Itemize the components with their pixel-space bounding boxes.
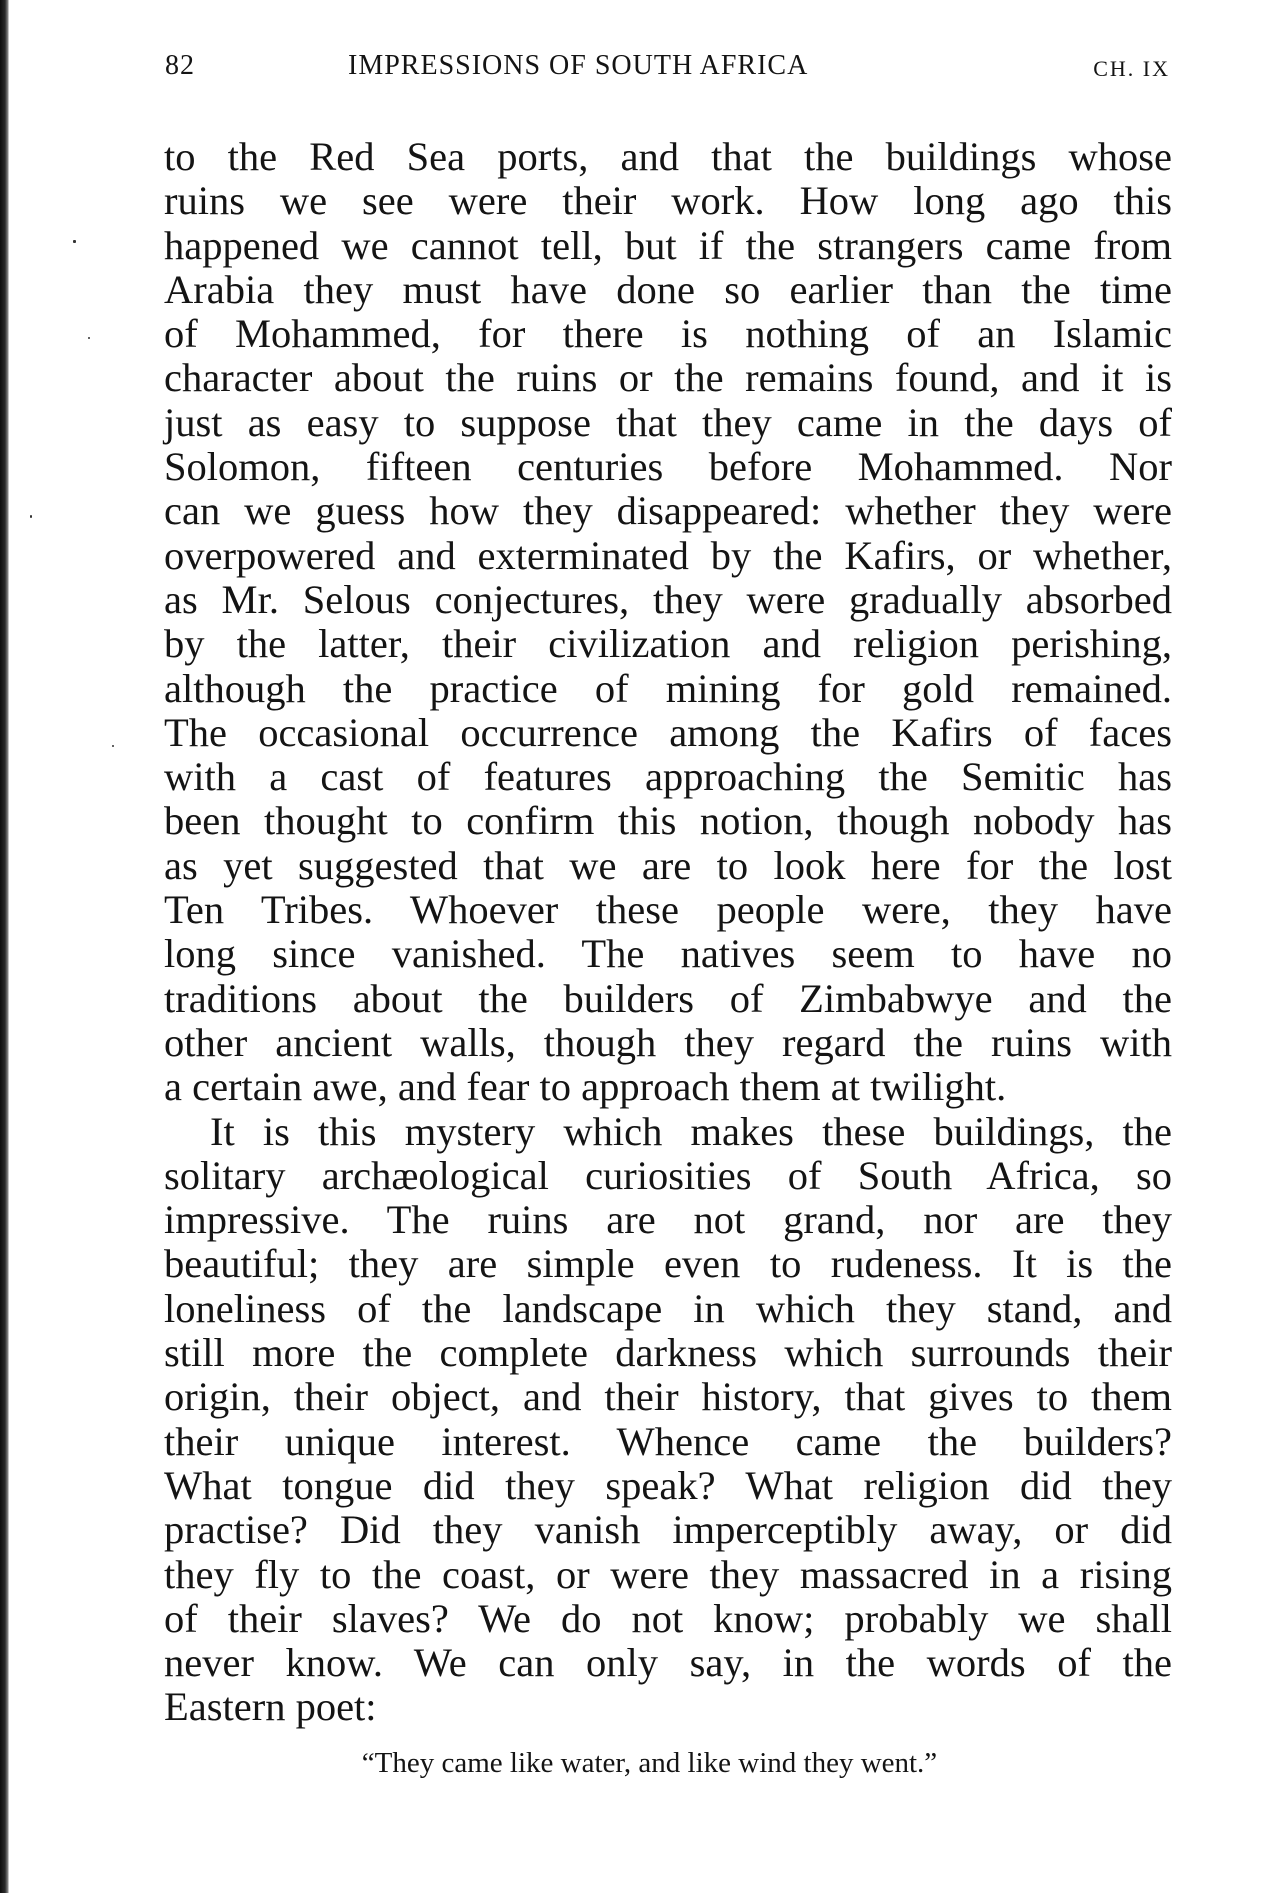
book-spine-edge [0, 0, 9, 1893]
text-line: as Mr. Selous conjectures, they were gradually absorbed [164, 576, 1172, 622]
text-line: a certain awe, and fear to approach them at twilight. [164, 1064, 1007, 1110]
running-title: IMPRESSIONS OF SOUTH AFRICA [348, 50, 809, 81]
margin-speck [88, 337, 90, 339]
text-line: solitary archæological curiosities of South Africa, so [164, 1152, 1172, 1198]
text-line: character about the ruins or the remains found, and it is [164, 355, 1172, 401]
text-line: still more the complete darkness which surrounds their [164, 1330, 1172, 1376]
text-line: overpowered and exterminated by the Kafirs, or whether, [164, 532, 1172, 578]
text-line: What tongue did they speak? What religion did they [164, 1462, 1172, 1508]
text-line: practise? Did they vanish imperceptibly away, or did [164, 1507, 1172, 1553]
text-line: other ancient walls, though they regard the ruins with [164, 1019, 1172, 1065]
text-line: just as easy to suppose that they came in the days of [164, 399, 1172, 445]
text-line: Ten Tribes. Whoever these people were, they have [164, 887, 1172, 933]
text-line: by the latter, their civilization and religion perishing, [164, 621, 1172, 667]
margin-speck [73, 240, 76, 243]
text-line: although the practice of mining for gold remained. [164, 665, 1172, 711]
text-line: ruins we see were their work. How long ago this [164, 178, 1172, 224]
paragraph-2 [164, 1110, 1172, 1730]
text-line: Solomon, fifteen centuries before Mohammed. Nor [164, 444, 1172, 490]
text-line: loneliness of the landscape in which they stand, and [164, 1285, 1172, 1331]
text-line: Eastern poet: [164, 1684, 377, 1730]
text-line: impressive. The ruins are not grand, nor are they [164, 1197, 1172, 1243]
text-line: origin, their object, and their history, that gives to them [164, 1374, 1172, 1420]
running-header [165, 50, 1170, 94]
text-line: The occasional occurrence among the Kafirs of faces [164, 709, 1172, 755]
text-line: as yet suggested that we are to look here for the lost [164, 842, 1172, 888]
text-line: It is this mystery which makes these buildings, the [210, 1108, 1172, 1154]
text-line: beautiful; they are simple even to rudeness. It is the [164, 1241, 1172, 1287]
verse-quotation: “They came like water, and like wind they went.” [361, 1747, 938, 1779]
text-line: their unique interest. Whence came the builders? [164, 1418, 1172, 1464]
text-line: to the Red Sea ports, and that the buildings whose [164, 134, 1172, 179]
text-line: traditions about the builders of Zimbabwye and the [164, 975, 1172, 1021]
text-line: been thought to confirm this notion, though nobody has [164, 798, 1172, 844]
text-line: of their slaves? We do not know; probably we shall [164, 1595, 1172, 1641]
body-text [164, 135, 1172, 1730]
paragraph-1 [164, 135, 1172, 1110]
text-line: can we guess how they disappeared: whether they were [164, 488, 1172, 534]
text-line: with a cast of features approaching the Semitic has [164, 754, 1172, 800]
chapter-reference: CH. IX [1093, 56, 1170, 81]
margin-speck [112, 745, 114, 747]
text-line: of Mohammed, for there is nothing of an Islamic [164, 311, 1172, 357]
text-line: they fly to the coast, or were they massacred in a rising [164, 1551, 1172, 1597]
text-line: never know. We can only say, in the words of the [164, 1640, 1172, 1686]
margin-speck [30, 515, 32, 518]
text-line: happened we cannot tell, but if the strangers came from [164, 222, 1172, 268]
text-line: long since vanished. The natives seem to have no [164, 931, 1172, 977]
text-line: Arabia they must have done so earlier than the time [164, 266, 1172, 312]
page-number: 82 [165, 50, 195, 81]
